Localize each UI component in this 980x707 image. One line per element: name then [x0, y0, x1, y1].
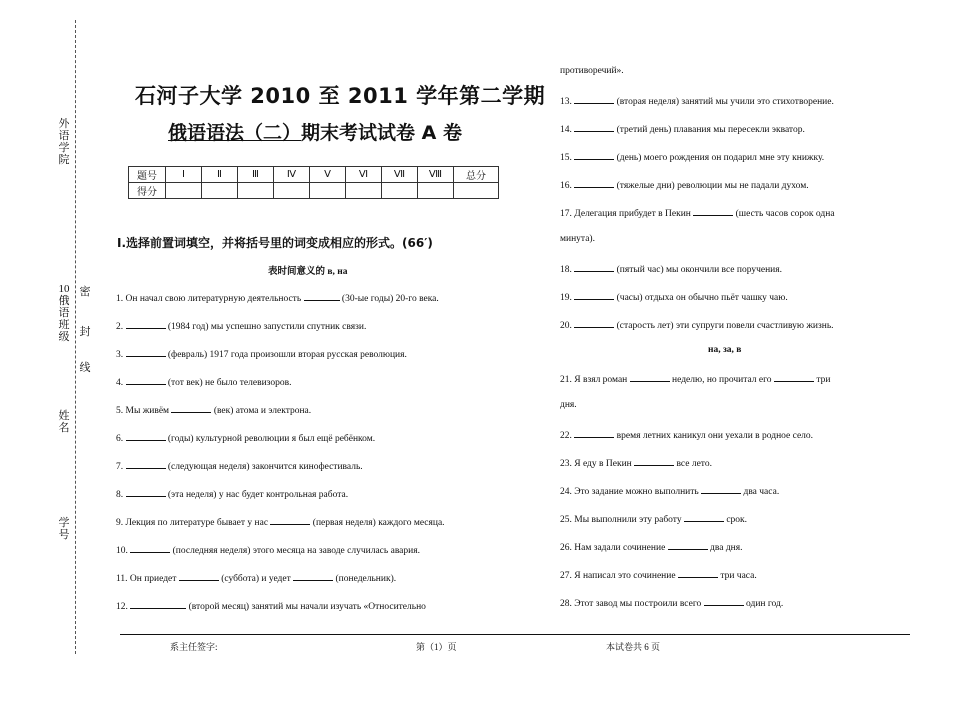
question-text: (первая неделя) каждого месяца. [310, 518, 445, 528]
subheading-time: 表时间意义的 в, на [268, 267, 348, 277]
question-text: (век) атома и электрона. [211, 406, 312, 416]
question-text: два часа. [741, 487, 780, 497]
score-cell[interactable] [238, 183, 274, 199]
answer-blank[interactable] [126, 431, 166, 441]
footer-total-pages: 本试卷共 6 页 [606, 642, 661, 652]
question-text: (30-ые годы) 20-го века. [339, 294, 439, 304]
answer-blank[interactable] [574, 318, 614, 328]
question-text: 8. [116, 490, 126, 500]
question-text: время летних каникул они уехали в родное село. [614, 431, 814, 441]
question-text: (понедельник). [333, 574, 397, 584]
score-header-cell: Ⅷ [418, 167, 454, 183]
question-text: 25. Мы выполнили эту работу [560, 515, 684, 525]
answer-blank[interactable] [574, 290, 614, 300]
question-text: 17. Делегация прибудет в Пекин [560, 209, 694, 219]
question-line [116, 515, 445, 528]
question-text: 28. Этот завод мы построили всего [560, 599, 704, 609]
question-text: (шесть часов сорок одна [733, 209, 835, 219]
question-text: дня. [560, 400, 577, 410]
score-cell[interactable] [382, 183, 418, 199]
question-line [560, 150, 824, 163]
score-value-row [129, 183, 499, 199]
binding-college: 外语学院 [58, 118, 70, 166]
question-text: (третий день) плавания мы пересекли экватор. [614, 125, 805, 135]
answer-blank[interactable] [574, 94, 614, 104]
answer-blank[interactable] [774, 372, 814, 382]
question-line [116, 403, 311, 416]
question-line [560, 318, 834, 331]
score-cell[interactable] [346, 183, 382, 199]
score-header-cell: Ⅰ [166, 167, 202, 183]
question-text: 7. [116, 462, 126, 472]
footer-signature: 系主任签字: [170, 642, 218, 652]
question-text: 6. [116, 434, 126, 444]
question-line [560, 540, 743, 553]
question-line [116, 571, 396, 584]
question-text: 11. Он приедет [116, 574, 179, 584]
question-line [560, 428, 813, 441]
score-header-cell: Ⅵ [346, 167, 382, 183]
seal-char-2: 封 [79, 326, 91, 338]
question-line [116, 319, 366, 332]
score-header-cell: 题号 [129, 167, 166, 183]
answer-blank[interactable] [126, 347, 166, 357]
question-text: 22. [560, 431, 575, 441]
question-text: (день) моего рождения он подарил мне эту книжку. [614, 153, 825, 163]
question-line [116, 431, 375, 444]
question-line [560, 400, 577, 410]
question-text: 21. Я взял роман [560, 375, 630, 385]
question-line [116, 487, 348, 500]
question-line [560, 262, 782, 275]
answer-blank[interactable] [574, 262, 614, 272]
answer-blank[interactable] [293, 571, 333, 581]
question-line [116, 599, 426, 612]
answer-blank[interactable] [171, 403, 211, 413]
question-text: срок. [723, 515, 748, 525]
question-text: 4. [116, 378, 126, 388]
question-text: 13. [560, 97, 575, 107]
question-line [116, 347, 407, 360]
exam-type: 期末考试试卷 A 卷 [301, 122, 462, 144]
score-cell[interactable] [166, 183, 202, 199]
question-text: 9. Лекция по литературе бывает у нас [116, 518, 271, 528]
question-line [560, 178, 809, 191]
question-line [116, 543, 420, 556]
answer-blank[interactable] [270, 515, 310, 525]
question-line [116, 291, 439, 304]
answer-blank[interactable] [634, 456, 674, 466]
question-text: 3. [116, 350, 126, 360]
binding-student-id: 学号 [58, 517, 70, 541]
answer-blank[interactable] [126, 459, 166, 469]
question-line [560, 94, 834, 107]
answer-blank[interactable] [574, 178, 614, 188]
question-text: 18. [560, 265, 575, 275]
score-header-cell: Ⅶ [382, 167, 418, 183]
answer-blank[interactable] [574, 150, 614, 160]
question-line [560, 234, 595, 244]
score-cell[interactable] [274, 183, 310, 199]
question-text: три [813, 375, 831, 385]
question-text: два дня. [707, 543, 743, 553]
seal-char-1: 密 [79, 286, 91, 298]
answer-blank[interactable] [693, 206, 733, 216]
seal-char-3: 线 [79, 362, 91, 374]
question-text: три часа. [717, 571, 757, 581]
question-text: (тот век) не было телевизоров. [165, 378, 292, 388]
exam-title: 石河子大学 2010 至 2011 学年第二学期 [135, 84, 546, 108]
question-text: (старость лет) эти супруги повели счастливую жизнь. [614, 321, 834, 331]
answer-blank[interactable] [678, 568, 718, 578]
question-line [560, 568, 757, 581]
answer-blank[interactable] [130, 543, 170, 553]
question-text: 20. [560, 321, 575, 331]
question-text: (вторая неделя) занятий мы учили это стихотворение. [614, 97, 834, 107]
question-line [560, 66, 624, 76]
answer-blank[interactable] [668, 540, 708, 550]
score-header-row [129, 167, 499, 183]
question-text: (годы) культурной революции я был ещё ребёнком. [165, 434, 376, 444]
score-header-cell: Ⅴ [310, 167, 346, 183]
answer-blank[interactable] [130, 599, 186, 609]
question-text: 24. Это задание можно выполнить [560, 487, 702, 497]
binding-class: 10俄语班级 [58, 283, 70, 343]
question-text: 27. Я написал это сочинение [560, 571, 678, 581]
question-line [560, 290, 788, 303]
question-text: (тяжелые дни) революции мы не падали духом. [614, 181, 809, 191]
question-text: 5. Мы живём [116, 406, 172, 416]
question-text: 2. [116, 322, 126, 332]
question-line [560, 596, 783, 609]
question-text: 19. [560, 293, 575, 303]
answer-blank[interactable] [126, 487, 166, 497]
question-text: (последняя неделя) этого месяца на заводе случилась авария. [170, 546, 420, 556]
question-text: (часы) отдыха он обычно пьёт чашку чаю. [614, 293, 788, 303]
answer-blank[interactable] [126, 375, 166, 385]
score-cell[interactable] [310, 183, 346, 199]
score-header-cell: Ⅳ [274, 167, 310, 183]
question-line [560, 512, 747, 525]
question-text: минута). [560, 234, 595, 244]
answer-blank[interactable] [630, 372, 670, 382]
answer-blank[interactable] [179, 571, 219, 581]
question-text: противоречий». [560, 66, 624, 76]
score-header-cell: Ⅱ [202, 167, 238, 183]
answer-blank[interactable] [574, 122, 614, 132]
score-header-cell: 总分 [454, 167, 499, 183]
answer-blank[interactable] [126, 319, 166, 329]
question-text: 15. [560, 153, 575, 163]
question-text: неделю, но прочитал его [669, 375, 774, 385]
question-line [560, 122, 805, 135]
question-text: 26. Нам задали сочинение [560, 543, 668, 553]
question-line [560, 372, 830, 385]
answer-blank[interactable] [704, 596, 744, 606]
question-line [560, 484, 779, 497]
footer-page-number: 第（1）页 [416, 642, 457, 652]
question-line [116, 459, 363, 472]
question-text: (второй месяц) занятий мы начали изучать «Относительно [186, 602, 426, 612]
answer-blank[interactable] [701, 484, 741, 494]
question-text: 12. [116, 602, 131, 612]
question-line [560, 456, 712, 469]
question-text: 23. Я еду в Пекин [560, 459, 635, 469]
score-table [128, 166, 499, 199]
question-text: 10. [116, 546, 131, 556]
question-text: один год. [743, 599, 784, 609]
question-text: (пятый час) мы окончили все поручения. [614, 265, 783, 275]
question-text: 1. Он начал свою литературную деятельность [116, 294, 304, 304]
question-text: 16. [560, 181, 575, 191]
score-cell[interactable] [202, 183, 238, 199]
section-title: Ⅰ.选择前置词填空，并将括号里的词变成相应的形式。(66′) [117, 236, 433, 250]
score-row-label: 得分 [129, 183, 166, 199]
score-header-cell: Ⅲ [238, 167, 274, 183]
score-cell[interactable] [454, 183, 499, 199]
answer-blank[interactable] [684, 512, 724, 522]
binding-name: 姓名 [58, 410, 70, 434]
question-line [116, 375, 291, 388]
question-line [560, 206, 835, 219]
question-text: (суббота) и уедет [218, 574, 294, 584]
question-text: все лето. [674, 459, 712, 469]
question-text: (следующая неделя) закончится кинофестиваль. [165, 462, 363, 472]
exam-subtitle [168, 118, 462, 145]
question-text: (февраль) 1917 года произошли вторая русская революция. [165, 350, 407, 360]
question-text: 14. [560, 125, 575, 135]
subheading-prepositions: на, за, в [708, 345, 742, 355]
answer-blank[interactable] [304, 291, 340, 301]
footer-rule [120, 634, 910, 635]
binding-line [75, 20, 76, 654]
course-name: 俄语语法（二） [168, 122, 302, 144]
answer-blank[interactable] [574, 428, 614, 438]
question-text: (эта неделя) у нас будет контрольная работа. [165, 490, 349, 500]
score-cell[interactable] [418, 183, 454, 199]
question-text: (1984 год) мы успешно запустили спутник связи. [165, 322, 367, 332]
